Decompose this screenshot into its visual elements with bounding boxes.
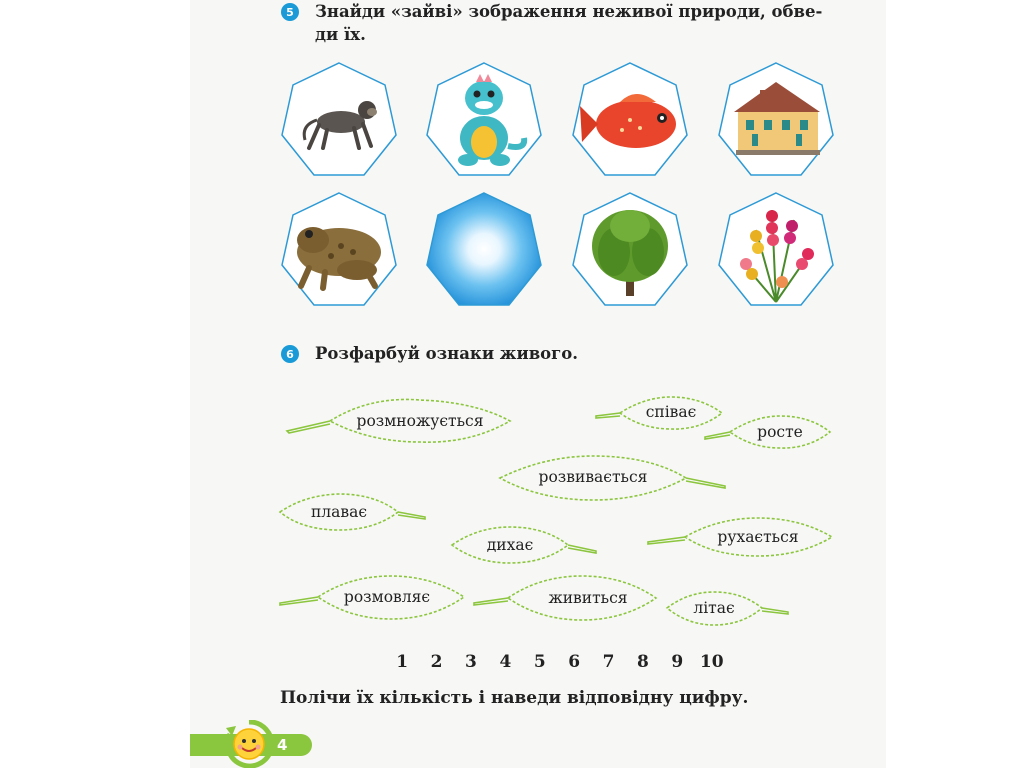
leaf-zhyvytsia[interactable]: живиться	[548, 589, 628, 607]
task-5-instruction-line2: ди їх.	[315, 25, 366, 44]
willow-tree-icon	[570, 190, 690, 312]
number-choice-10[interactable]: 10	[699, 652, 724, 672]
number-choice-9[interactable]: 9	[671, 652, 684, 672]
leaf-spivaie[interactable]: співає	[645, 403, 697, 421]
house-icon	[716, 60, 836, 182]
monkey-icon	[279, 60, 399, 182]
number-choice-7[interactable]: 7	[602, 652, 615, 672]
sun-sky-icon	[424, 190, 544, 312]
smiley-mascot-icon	[222, 720, 276, 772]
page-number: 4	[277, 736, 288, 754]
task-5-instruction-line1: Знайди «зайві» зображення неживої природи, обве-	[315, 2, 823, 21]
gladiolus-flowers-icon	[716, 190, 836, 312]
task-6-number-badge: 6	[281, 345, 299, 363]
number-choices	[385, 652, 729, 672]
leaf-rozvyvaietsia[interactable]: розвивається	[538, 468, 648, 486]
number-choice-2[interactable]: 2	[430, 652, 443, 672]
toad-icon	[279, 190, 399, 312]
number-choice-8[interactable]: 8	[637, 652, 649, 672]
picture-willow-tree[interactable]	[570, 190, 690, 312]
task-5-number-badge: 5	[281, 3, 299, 21]
leaf-rozmnozhuietsia[interactable]: розмножується	[356, 412, 484, 430]
toy-dragon-icon	[424, 60, 544, 182]
picture-gladiolus-flowers[interactable]	[716, 190, 836, 312]
picture-monkey[interactable]	[279, 60, 399, 182]
fish-icon	[570, 60, 690, 182]
count-instruction: Полічи їх кількість і наведи відповідну цифру.	[280, 688, 749, 708]
number-choice-3[interactable]: 3	[465, 652, 477, 672]
picture-house[interactable]	[716, 60, 836, 182]
picture-toy-dragon[interactable]	[424, 60, 544, 182]
leaf-rukhaietsia[interactable]: рухається	[717, 528, 799, 546]
leaf-litaie[interactable]: літає	[693, 599, 735, 617]
task-6-instruction: Розфарбуй ознаки живого.	[315, 344, 579, 363]
number-choice-1[interactable]: 1	[396, 652, 409, 672]
leaf-roste[interactable]: росте	[757, 423, 803, 441]
number-choice-5[interactable]: 5	[533, 652, 546, 672]
leaf-rozmovliaie[interactable]: розмовляє	[343, 588, 431, 606]
picture-sun-sky[interactable]	[424, 190, 544, 312]
picture-toad[interactable]	[279, 190, 399, 312]
picture-fish[interactable]	[570, 60, 690, 182]
number-choice-4[interactable]: 4	[499, 652, 512, 672]
leaf-dykhaie[interactable]: дихає	[486, 536, 534, 554]
leaf-plavaie[interactable]: плаває	[310, 503, 368, 521]
number-choice-6[interactable]: 6	[568, 652, 581, 672]
